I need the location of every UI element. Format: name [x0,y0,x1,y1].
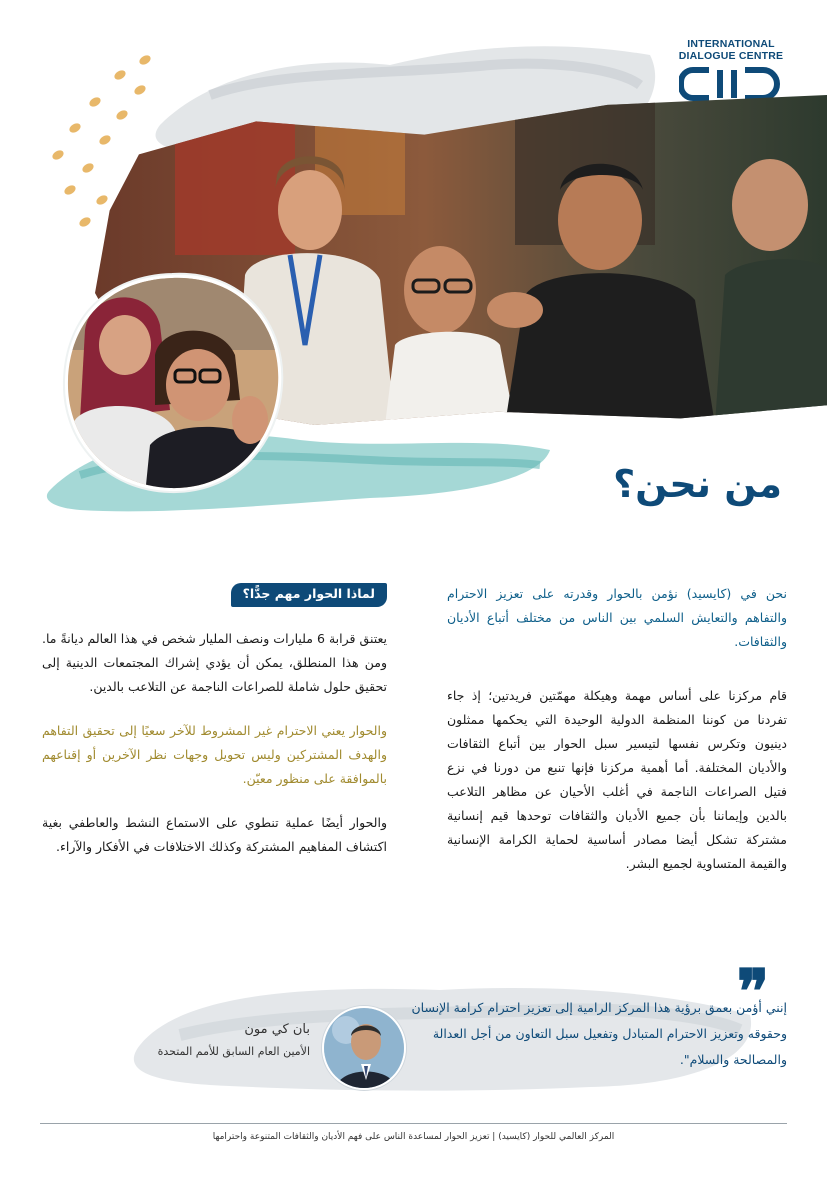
circle-photo-illustration [60,270,285,495]
intro-paragraph: نحن في (كايسيد) نؤمن بالحوار وقدرته على تعزيز الاحترام والتفاهم والتعايش السلمي بين الناس من مختلف أتباع الأديان والثقافات. [447,586,787,649]
portrait-illustration [324,1008,404,1088]
logo-line-2: DIALOGUE CENTRE [678,50,784,62]
why-paragraph-3: والحوار أيضًا عملية تنطوي على الاستماع النشط والعاطفي بغية اكتشاف المفاهيم المشتركة وكذلك الاختلافات في الأفكار والآراء. [42,815,387,854]
why-paragraph-1: يعتنق قرابة 6 مليارات ونصف المليار شخص في هذا العالم ديانةً ما. ومن هذا المنطلق، يمكن أن يؤدي إشراك المجتمعات الدينية إلى تحقيق حلول شاملة للصراعات الناجمة عن التلاعب بالدين. [42,631,387,694]
quote-mark-icon: ❞ [736,957,769,1027]
speaker-name: بان كي مون [244,1022,310,1037]
footer-text: المركز العالمي للحوار (كايسيد) | تعزيز الحوار لمساعدة الناس على فهم الأديان والثقافات المتنوعة واحترامها [212,1132,615,1142]
footer-divider [40,1123,787,1124]
why-dialogue-column [42,582,387,879]
logo-line-1: INTERNATIONAL [687,38,775,50]
why-dialogue-heading: لماذا الحوار مهم جدًّا؟ [231,583,387,607]
logo-mark-icon [679,66,783,102]
circle-photo-two-women [60,270,285,495]
page-title: من نحن؟ [613,462,782,506]
quote-text: إنني أؤمن بعمق برؤية هذا المركز الرامية إلى تعزيز احترام كرامة الإنسان وحقوقه وتعزيز الاحترام المتبادل وتفعيل سبل التعاون من أجل العدالة والمصالحة والسلام". [411,1000,787,1067]
speaker-role: الأمين العام السابق للأمم المتحدة [157,1045,310,1058]
mission-paragraph: قام مركزنا على أساس مهمة وهيكلة مهمّتين فريدتين؛ إذ جاء تفردنا من كوننا المنظمة الدولية الوحيدة التي يحكمها ممثلون دينيون وتكرس نفسها لتيسير سبل الحوار بين أتباع الثقافات والأديان المختلفة. أما أهمية مركزنا فإنها تنبع من دورنا في نزع فتيل الصراعات الناجمة في أغلب الأحيان عن مظاهر التلاعب بالدين وإيماننا بأن جميع الأديان والثقافات توحدها قيم إنسانية مشتركة تشكل أيضا مصادر أساسية لحماية الكرامة الإنسانية والقيمة المتساوية لجميع البشر. [447,688,787,871]
about-column [447,582,787,896]
speaker-portrait [322,1006,406,1090]
why-paragraph-2: والحوار يعني الاحترام غير المشروط للآخر سعيًا إلى تحقيق التفاهم والهدف المشتركين وليس تحويل وجهات نظر الآخرين أو إقناعهم بالموافقة على منظور معيّن. [42,723,387,786]
